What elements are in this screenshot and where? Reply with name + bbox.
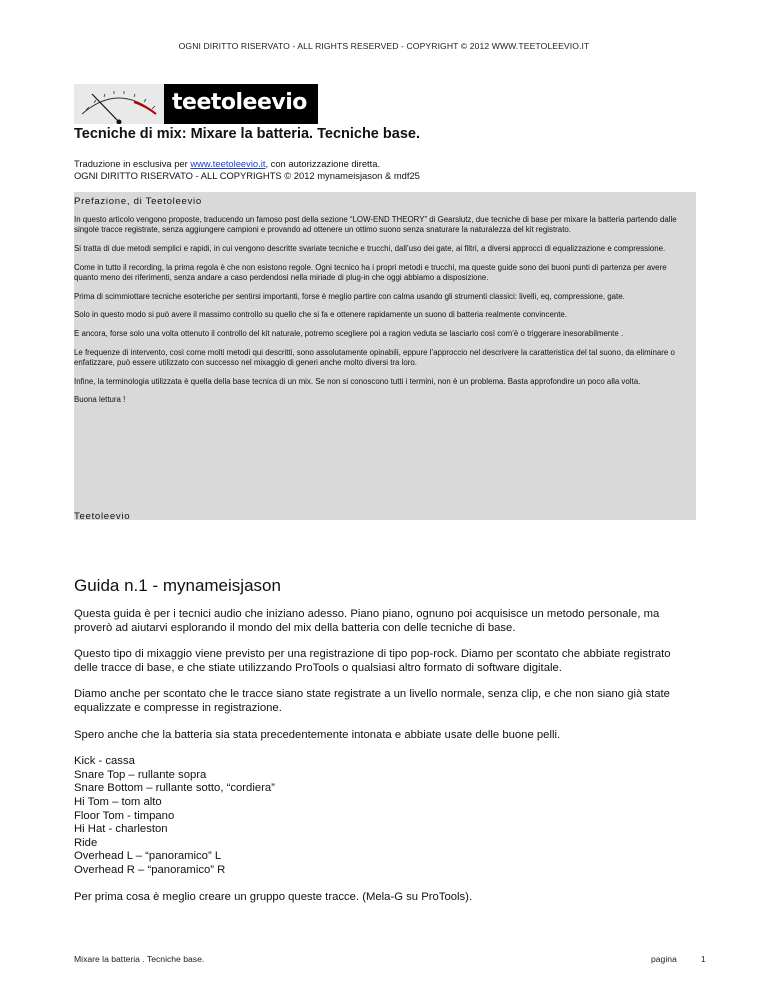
document-title: Tecniche di mix: Mixare la batteria. Tecniche base. — [74, 126, 420, 142]
preface-paragraphs — [74, 215, 686, 414]
preface-paragraph: Infine, la terminologia utilizzata è quella della base tecnica di un mix. Se non si conoscono tutti i termini, non è un problema. Basta approfondire un poco alla volta. — [74, 376, 641, 386]
preface-paragraph: Le frequenze di intervento, così come molti metodi qui descritti, sono assolutamente opinabili, eppure l’approccio nel descrivere la caratteristica del tal suono, da eliminare o enfatizzare, può essere utilizzato con successo nel mixaggio di generi anche molto diversi tra loro. — [74, 347, 675, 367]
guide-paragraph: Spero anche che la batteria sia stata precedentemente intonata e abbiate usate delle buone pelli. — [74, 728, 561, 741]
preface-signature: Teetoleevio — [74, 511, 131, 522]
track-item: Hi Hat - charleston — [74, 823, 168, 836]
preface-paragraph: Si tratta di due metodi semplici e rapidi, in cui vengono descritte svariate tecniche e trucchi, dall’uso dei gate, ai filtri, a diversi approcci di equalizzazione e compressione. — [74, 243, 666, 253]
teetoleevio-logo — [74, 84, 318, 124]
guide-paragraph: Questo tipo di mixaggio viene previsto per una registrazione di tipo pop-rock. Diamo per scontato che abbiate registrato delle tracce di base, e che stiate utilizzando ProTools o qualsiasi altro formato di software digitale. — [74, 648, 671, 674]
track-item: Ride — [74, 836, 98, 849]
track-item: Overhead R – “panoramico” R — [74, 863, 226, 876]
credits — [74, 158, 420, 182]
preface-paragraph: E ancora, forse solo una volta ottenuto il controllo del kit naturale, potremo scegliere poi a ragion veduta se lasciarlo così com’è o triggerare inesorabilmente . — [74, 328, 624, 338]
page-number-area — [651, 954, 706, 964]
credits-line-1 — [74, 158, 420, 170]
credits-prefix: Traduzione in esclusiva per — [74, 158, 191, 169]
guide-paragraph: Diamo anche per scontato che le tracce siano state registrate a un livello normale, senza clip, e che non siano già state equalizzate e compresse in registrazione. — [74, 688, 670, 714]
track-item: Snare Bottom – rullante sotto, “cordiera” — [74, 782, 275, 795]
preface-box — [74, 192, 696, 520]
credits-suffix: , con autorizzazione diretta. — [265, 158, 381, 169]
preface-paragraph: Buona lettura ! — [74, 395, 126, 405]
preface-paragraph: Come in tutto il recording, la prima regola è che non esistono regole. Ogni tecnico ha i propri metodi e trucchi, ma queste guide sono dei buoni punti di partenza per avere quanto meno dei riferimenti, senza andare a caso perdendosi nella miriade di plug-in che oggi abbiamo a disposizione. — [74, 262, 667, 282]
track-item: Hi Tom – tom alto — [74, 795, 162, 808]
page-label: pagina — [651, 954, 677, 964]
guide-title: Guida n.1 - mynameisjason — [74, 576, 281, 595]
preface-paragraph: Solo in questo modo si può avere il massimo controllo su quello che si fa e ottenere rapidamente un suono di batteria realmente convincente. — [74, 310, 568, 320]
vu-meter-icon — [74, 84, 164, 124]
page-header: OGNI DIRITTO RISERVATO - ALL RIGHTS RESERVED - COPYRIGHT © 2012 WWW.TEETOLEEVIO.IT — [178, 41, 590, 51]
preface-paragraph: In questo articolo vengono proposte, traducendo un famoso post della sezione “LOW-END THEORY” di Gearslutz, due tecniche di base per mixare la batteria partendo dalle singole tracce registrate, senza aggiungere campioni e provando ad ottenere un ottimo suono senza snaturare la naturalezza del kit registrato. — [74, 215, 677, 235]
preface-paragraph: Prima di scimmiottare tecniche esoteriche per sentirsi importanti, forse è meglio partire con calma usando gli strumenti classici: livelli, eq, compressione, gate. — [74, 291, 625, 301]
preface-title: Prefazione, di Teetoleevio — [74, 196, 202, 207]
track-list — [74, 755, 694, 877]
track-item: Overhead L – “panoramico” L — [74, 850, 222, 863]
logo-text: teetoleevio — [172, 90, 307, 115]
guide-body — [74, 608, 694, 917]
footer-title: Mixare la batteria . Tecniche base. — [74, 954, 205, 964]
guide-closing: Per prima cosa è meglio creare un gruppo queste tracce. (Mela-G su ProTools). — [74, 890, 473, 903]
track-item: Snare Top – rullante sopra — [74, 768, 207, 781]
credits-line-2: OGNI DIRITTO RISERVATO - ALL COPYRIGHTS © 2012 mynameisjason & mdf25 — [74, 170, 420, 181]
guide-paragraph: Questa guida è per i tecnici audio che iniziano adesso. Piano piano, ognuno poi acquisisce un metodo personale, ma proverò ad aiutarvi esplorando il mondo del mix della batteria con delle tecniche di base. — [74, 608, 660, 634]
track-item: Floor Tom - timpano — [74, 809, 175, 822]
teetoleevio-link[interactable]: www.teetoleevio.it — [190, 158, 266, 169]
page-number: 1 — [700, 954, 706, 964]
track-item: Kick - cassa — [74, 755, 135, 768]
